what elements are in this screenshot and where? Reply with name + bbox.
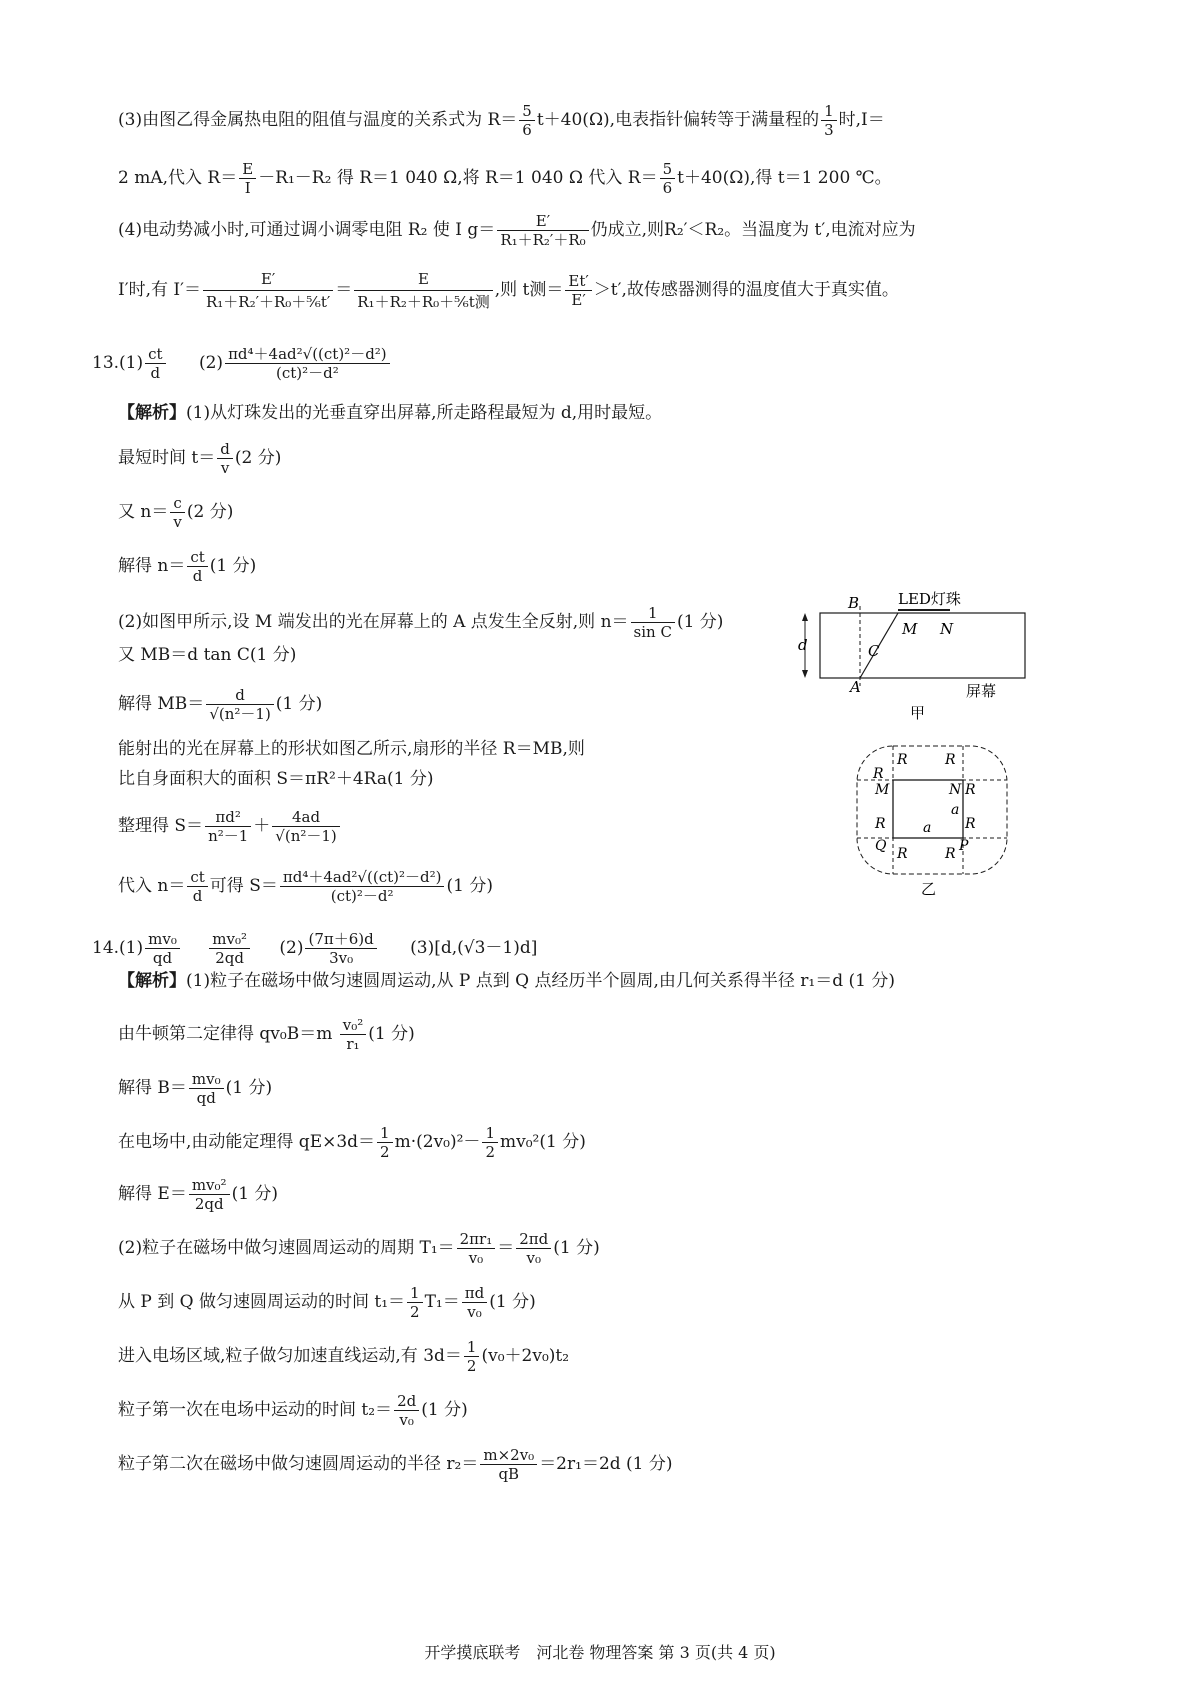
q13-s3: 又 n＝ $\frac{c}{v}$ (2 分) — [118, 494, 234, 531]
figure-jia — [790, 588, 1050, 723]
fig-jia-screen: 屏幕 — [966, 682, 997, 700]
page-footer: 开学摸底联考 河北卷 物理答案 第 3 页(共 4 页) — [424, 1643, 776, 1662]
q13-answers: 13.(1) $\frac{ct}{d}$ (2) $\frac{\text{πd⁴＋4ad²√((ct)²－d²)}}{\text{(ct)²－d²}}$ — [92, 345, 392, 382]
p3-line1: (3)由图乙得金属热电阻的阻值与温度的关系式为 R＝ $\frac{5}{6}$ t＋40(Ω),电表指针偏转等于满量程的 $\frac{1}{3}$ 时,I＝ — [118, 102, 885, 139]
p4-line1: (4)电动势减小时,可通过调小调零电阻 R₂ 使 I g＝ $\frac{E'}{\text{R₁＋R₂′＋R₀}}$ 仍成立,则R₂′＜R₂。当温度为 t′,电流对应为 — [118, 212, 916, 249]
fig-yi-r3: R — [873, 766, 884, 782]
fig-yi-q: Q — [875, 838, 887, 854]
q14-s5: 解得 E＝ $\frac{\text{mv₀²}}{2qd}$ (1 分) — [118, 1176, 279, 1213]
fig-yi-m: M — [875, 782, 890, 798]
q14-s10: 粒子第二次在磁场中做匀速圆周运动的半径 r₂＝ $\frac{\text{m×2v₀}}{qB}$ ＝2r₁＝2d (1 分) — [118, 1446, 673, 1483]
fig-yi-r1: R — [897, 752, 908, 768]
fig-jia-caption: 甲 — [910, 704, 926, 722]
q13-s4: 解得 n＝ $\frac{ct}{d}$ (1 分) — [118, 548, 257, 585]
fig-yi-r4: R — [965, 782, 976, 798]
q13-s11: 代入 n＝ $\frac{ct}{d}$ 可得 S＝ $\frac{\text{πd⁴＋4ad²√((ct)²－d²)}}{\text{(ct)²－d²}}$ (1 分) — [118, 868, 493, 905]
fig-jia-m: M — [902, 620, 918, 638]
q13-s6: 又 MB＝d tan C(1 分) — [118, 645, 297, 665]
figure-yi — [845, 738, 1015, 900]
p4-line2: I′时,有 I′＝ $\frac{E'}{\text{R₁＋R₂′＋R₀＋⁵⁄₆t′}}$ ＝ E R₁＋R₂＋R₀＋⁵⁄₆t测 ,则 t测＝ $\frac{Et'}{E'}$ ＞t′,故传感器测得的温度值大于真实值。 — [118, 270, 899, 311]
fig-jia-n: N — [940, 620, 954, 638]
q14-answers: 14.(1) $\frac{\text{mv₀}}{qd}$ $\frac{\text{mv₀²}}{2qd}$ (2) $\frac{(7\pi+6)d}{\text{3v₀}}$ (3)[d,(√3－1)d] — [92, 930, 538, 967]
fig-yi-a2: a — [923, 820, 932, 836]
q14-s6: (2)粒子在磁场中做匀速圆周运动的周期 T₁＝ $\frac{\text{2πr₁}}{\text{v₀}}$ ＝ $\frac{2\pi d}{\text{v₀}}$ (1 分) — [118, 1230, 600, 1267]
fig-yi-r7: R — [897, 846, 908, 862]
q13-s7: 解得 MB＝ $\frac{d}{\text{√(n²－1)}}$ (1 分) — [118, 686, 323, 723]
q14-s9: 粒子第一次在电场中运动的时间 t₂＝ $\frac{2d}{\text{v₀}}$ (1 分) — [118, 1392, 468, 1429]
q14-s3: 解得 B＝ $\frac{\text{mv₀}}{qd}$ (1 分) — [118, 1070, 273, 1107]
q14-s2: 由牛顿第二定律得 qv₀B＝m $\frac{\text{v₀²}}{\text{r₁}}$ (1 分) — [118, 1016, 415, 1053]
q13-s1: 【解析】(1)从灯珠发出的光垂直穿出屏幕,所走路程最短为 d,用时最短。 — [118, 403, 663, 423]
fig-yi-n: N — [949, 782, 962, 798]
p3-line2: 2 mA,代入 R＝ $\frac{E}{I}$ －R₁－R₂ 得 R＝1 040 Ω,将 R＝1 040 Ω 代入 R＝ $\frac{5}{6}$ t＋40(Ω),得 t＝1 200 ℃。 — [118, 160, 892, 197]
fig-yi-caption: 乙 — [921, 880, 937, 898]
fig-jia-c: C — [868, 642, 880, 660]
q14-s1: 【解析】(1)粒子在磁场中做匀速圆周运动,从 P 点到 Q 点经历半个圆周,由几何关系得半径 r₁＝d (1 分) — [118, 971, 895, 991]
q13-s5: (2)如图甲所示,设 M 端发出的光在屏幕上的 A 点发生全反射,则 n＝ $\frac{1}{\text{sin C}}$ (1 分) — [118, 604, 724, 641]
fig-yi-p: P — [959, 838, 969, 854]
fig-yi-r8: R — [945, 846, 956, 862]
q14-s7: 从 P 到 Q 做匀速圆周运动的时间 t₁＝ $\frac{1}{2}$ T₁＝ $\frac{\pi d}{\text{v₀}}$ (1 分) — [118, 1284, 536, 1321]
q13-s10: 整理得 S＝ $\frac{\text{πd²}}{\text{n²－1}}$ ＋ $\frac{4ad}{\text{√(n²－1)}}$ — [118, 808, 342, 845]
fig-yi-r6: R — [965, 816, 976, 832]
fig-yi-r5: R — [875, 816, 886, 832]
fig-yi-r2: R — [945, 752, 956, 768]
q13-s8: 能射出的光在屏幕上的形状如图乙所示,扇形的半径 R＝MB,则 — [118, 739, 585, 759]
q14-s4: 在电场中,由动能定理得 qE×3d＝ $\frac{1}{2}$ m·(2v₀)²－ $\frac{1}{2}$ mv₀²(1 分) — [118, 1124, 586, 1161]
q13-s2: 最短时间 t＝ $\frac{d}{v}$ (2 分) — [118, 440, 282, 477]
fig-yi-a1: a — [951, 802, 960, 818]
fig-jia-d: d — [798, 636, 808, 654]
q14-s8: 进入电场区域,粒子做匀加速直线运动,有 3d＝ $\frac{1}{2}$ (v₀＋2v₀)t₂ — [118, 1338, 570, 1375]
fig-jia-b: B — [848, 594, 860, 612]
q13-s9: 比自身面积大的面积 S＝πR²＋4Ra(1 分) — [118, 769, 434, 789]
fig-jia-led: LED灯珠 — [898, 590, 961, 608]
fig-jia-a: A — [850, 678, 861, 696]
